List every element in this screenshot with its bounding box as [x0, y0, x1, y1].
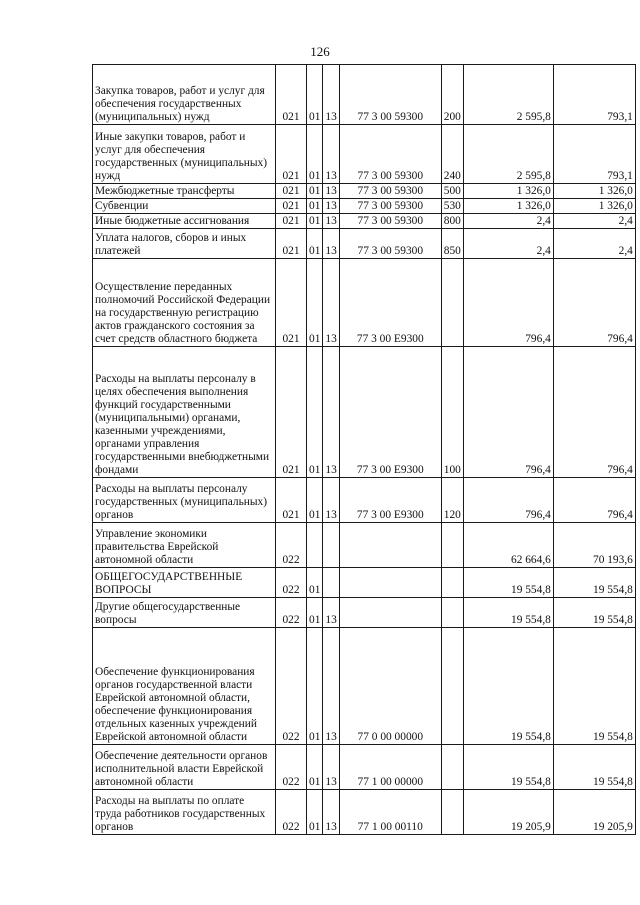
table-row: [93, 259, 636, 347]
row-name: Управление экономики правительства Еврейской автономной области: [93, 523, 276, 568]
row-admin-code: 021: [276, 214, 307, 229]
table-row: [93, 184, 636, 199]
row-section: 01: [307, 259, 323, 347]
row-amount-year1: 2,4: [463, 229, 553, 259]
row-name: Обеспечение функционирования органов государственной власти Еврейской автономной области, обеспечение функционирования отдельных казенных учреждений Еврейской автономной области: [93, 628, 276, 745]
table-row: [93, 478, 636, 523]
row-admin-code: 021: [276, 125, 307, 184]
row-subsection: 13: [323, 598, 339, 628]
table-row: [93, 125, 636, 184]
row-target-article: 77 3 00 E9300: [339, 347, 441, 478]
row-name: Иные бюджетные ассигнования: [93, 214, 276, 229]
row-amount-year2: 2,4: [553, 214, 635, 229]
row-section: 01: [307, 229, 323, 259]
row-name: Уплата налогов, сборов и иных платежей: [93, 229, 276, 259]
row-section: 01: [307, 125, 323, 184]
row-name: Другие общегосударственные вопросы: [93, 598, 276, 628]
row-target-article: 77 1 00 00110: [339, 790, 441, 835]
row-name: ОБЩЕГОСУДАРСТВЕННЫЕ ВОПРОСЫ: [93, 568, 276, 598]
row-amount-year2: 2,4: [553, 229, 635, 259]
row-expense-type: 240: [441, 125, 463, 184]
row-expense-type: [441, 523, 463, 568]
row-amount-year1: 1 326,0: [463, 184, 553, 199]
row-amount-year2: 19 554,8: [553, 628, 635, 745]
table-row: [93, 628, 636, 745]
row-amount-year1: 796,4: [463, 347, 553, 478]
row-target-article: [339, 523, 441, 568]
row-amount-year1: 2 595,8: [463, 125, 553, 184]
row-target-article: 77 3 00 59300: [339, 214, 441, 229]
row-target-article: 77 3 00 59300: [339, 125, 441, 184]
row-name: Субвенции: [93, 199, 276, 214]
row-section: 01: [307, 628, 323, 745]
table-row: [93, 523, 636, 568]
row-subsection: 13: [323, 347, 339, 478]
row-subsection: 13: [323, 745, 339, 790]
row-amount-year1: 2,4: [463, 214, 553, 229]
row-amount-year2: 1 326,0: [553, 199, 635, 214]
row-section: 01: [307, 199, 323, 214]
table-row: [93, 598, 636, 628]
row-admin-code: 022: [276, 598, 307, 628]
row-name: Осуществление переданных полномочий Российской Федерации на государственную регистрацию актов гражданского состояния за счет средств областного бюджета: [93, 259, 276, 347]
row-admin-code: 021: [276, 259, 307, 347]
row-target-article: 77 3 00 59300: [339, 229, 441, 259]
row-section: 01: [307, 598, 323, 628]
row-admin-code: 021: [276, 199, 307, 214]
row-amount-year2: 796,4: [553, 478, 635, 523]
row-name: Расходы на выплаты персоналу в целях обеспечения выполнения функций государственными (муниципальными) органами, казенными учреждениями, органами управления государственными внебюджетными фондами: [93, 347, 276, 478]
row-amount-year2: 793,1: [553, 125, 635, 184]
row-amount-year2: 19 554,8: [553, 568, 635, 598]
row-subsection: 13: [323, 628, 339, 745]
row-amount-year2: 793,1: [553, 65, 635, 125]
row-expense-type: [441, 598, 463, 628]
row-subsection: [323, 523, 339, 568]
row-subsection: 13: [323, 229, 339, 259]
row-admin-code: 022: [276, 628, 307, 745]
row-target-article: 77 3 00 E9300: [339, 478, 441, 523]
row-target-article: 77 0 00 00000: [339, 628, 441, 745]
row-name: Обеспечение деятельности органов исполнительной власти Еврейской автономной области: [93, 745, 276, 790]
row-expense-type: [441, 790, 463, 835]
row-amount-year1: 62 664,6: [463, 523, 553, 568]
row-subsection: 13: [323, 199, 339, 214]
row-amount-year2: 796,4: [553, 259, 635, 347]
row-section: 01: [307, 568, 323, 598]
row-target-article: 77 3 00 E9300: [339, 259, 441, 347]
row-expense-type: 850: [441, 229, 463, 259]
row-expense-type: [441, 745, 463, 790]
row-section: 01: [307, 478, 323, 523]
table-body: [93, 65, 636, 835]
row-target-article: 77 3 00 59300: [339, 65, 441, 125]
row-amount-year1: 19 554,8: [463, 568, 553, 598]
row-section: 01: [307, 214, 323, 229]
row-target-article: [339, 598, 441, 628]
row-expense-type: 200: [441, 65, 463, 125]
row-amount-year2: 19 554,8: [553, 598, 635, 628]
row-name: Расходы на выплаты персоналу государственных (муниципальных) органов: [93, 478, 276, 523]
row-amount-year1: 19 554,8: [463, 598, 553, 628]
table-row: [93, 568, 636, 598]
table-row: [93, 745, 636, 790]
row-expense-type: 530: [441, 199, 463, 214]
row-admin-code: 021: [276, 65, 307, 125]
row-amount-year1: 19 554,8: [463, 745, 553, 790]
row-expense-type: 120: [441, 478, 463, 523]
table-row: [93, 790, 636, 835]
table-row: [93, 347, 636, 478]
table-row: [93, 65, 636, 125]
table-row: [93, 229, 636, 259]
row-admin-code: 021: [276, 478, 307, 523]
row-admin-code: 021: [276, 347, 307, 478]
row-target-article: 77 3 00 59300: [339, 184, 441, 199]
table-row: [93, 199, 636, 214]
row-amount-year2: 796,4: [553, 347, 635, 478]
row-subsection: 13: [323, 478, 339, 523]
row-target-article: [339, 568, 441, 598]
row-section: 01: [307, 184, 323, 199]
row-expense-type: 500: [441, 184, 463, 199]
row-target-article: 77 1 00 00000: [339, 745, 441, 790]
row-amount-year1: 19 554,8: [463, 628, 553, 745]
row-section: 01: [307, 790, 323, 835]
row-admin-code: 021: [276, 229, 307, 259]
row-name: Иные закупки товаров, работ и услуг для обеспечения государственных (муниципальных) нужд: [93, 125, 276, 184]
row-subsection: 13: [323, 259, 339, 347]
row-amount-year1: 2 595,8: [463, 65, 553, 125]
row-expense-type: [441, 628, 463, 745]
row-subsection: 13: [323, 125, 339, 184]
row-name: Межбюджетные трансферты: [93, 184, 276, 199]
row-admin-code: 022: [276, 790, 307, 835]
row-admin-code: 022: [276, 568, 307, 598]
row-amount-year1: 19 205,9: [463, 790, 553, 835]
row-subsection: 13: [323, 184, 339, 199]
row-expense-type: [441, 568, 463, 598]
row-section: 01: [307, 745, 323, 790]
row-expense-type: [441, 259, 463, 347]
row-admin-code: 022: [276, 523, 307, 568]
row-section: 01: [307, 65, 323, 125]
row-admin-code: 022: [276, 745, 307, 790]
row-amount-year2: 70 193,6: [553, 523, 635, 568]
row-subsection: [323, 568, 339, 598]
row-subsection: 13: [323, 65, 339, 125]
table-row: [93, 214, 636, 229]
row-amount-year2: 19 554,8: [553, 745, 635, 790]
budget-table: [92, 64, 636, 835]
row-amount-year1: 796,4: [463, 478, 553, 523]
row-name: Закупка товаров, работ и услуг для обеспечения государственных (муниципальных) нужд: [93, 65, 276, 125]
row-subsection: 13: [323, 790, 339, 835]
row-section: 01: [307, 347, 323, 478]
row-expense-type: 100: [441, 347, 463, 478]
row-amount-year1: 1 326,0: [463, 199, 553, 214]
row-subsection: 13: [323, 214, 339, 229]
row-section: [307, 523, 323, 568]
row-amount-year2: 19 205,9: [553, 790, 635, 835]
row-target-article: 77 3 00 59300: [339, 199, 441, 214]
page-number: 126: [310, 44, 330, 59]
row-admin-code: 021: [276, 184, 307, 199]
row-amount-year2: 1 326,0: [553, 184, 635, 199]
row-expense-type: 800: [441, 214, 463, 229]
row-name: Расходы на выплаты по оплате труда работников государственных органов: [93, 790, 276, 835]
row-amount-year1: 796,4: [463, 259, 553, 347]
